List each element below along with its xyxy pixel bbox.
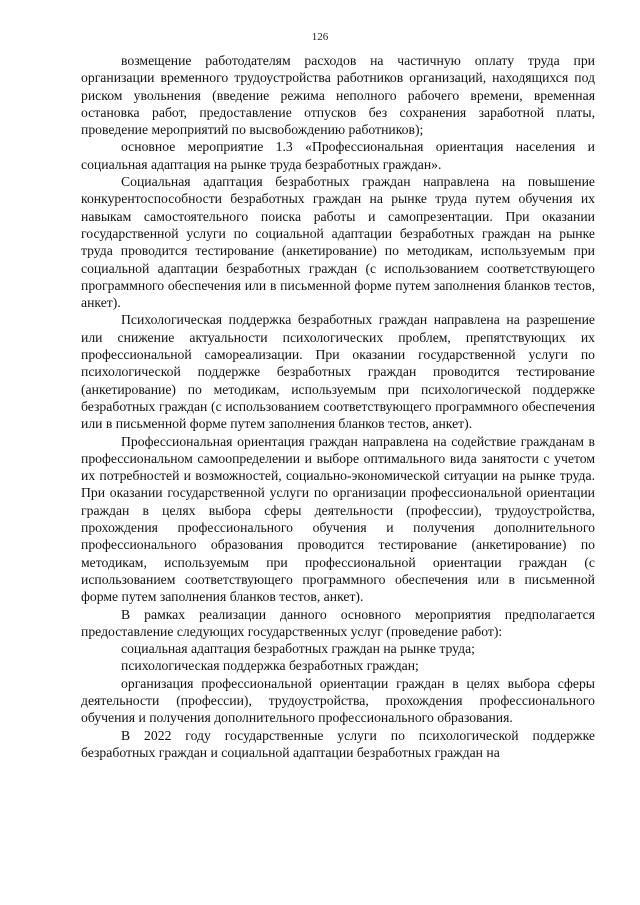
list-item-career-guidance: организация профессиональной ориентации граждан в целях выбора сферы деятельности (профессии), трудоустройства, прохождения профессионального обучения и получения дополнительного профессионального образования. <box>81 675 595 726</box>
document-body <box>81 52 595 761</box>
paragraph-social-adaptation: Социальная адаптация безработных граждан направлена на повышение конкурентоспособности безработных граждан на рынке труда путем обучения их навыкам самостоятельного поиска работы и самопрезентации. При оказании государственной услуги по социальной адаптации безработных граждан на рынке труда проводится тестирование (анкетирование) по методикам, используемым при социальной адаптации безработных граждан (с использованием соответствующего программного обеспечения или в письменной форме путем заполнения бланков тестов, анкет). <box>81 174 595 311</box>
list-item-psychological-support: психологическая поддержка безработных граждан; <box>121 658 419 674</box>
paragraph-psychological-support: Психологическая поддержка безработных граждан направлена на разрешение или снижение актуальности психологических проблем, препятствующих их профессиональной самореализации. При оказании государственной услуги по психологической поддержке безработных граждан проводится тестирование (анкетирование) по методикам, используемым при психологической поддержке безработных граждан (с использованием соответствующего программного обеспечения или в письменной форме путем заполнения бланков тестов, анкет). <box>81 312 595 432</box>
paragraph-2022-services: В 2022 году государственные услуги по психологической поддержке безработных граждан и социальной адаптации безработных граждан на <box>81 727 595 760</box>
paragraph-employer-compensation: возмещение работодателям расходов на частичную оплату труда при организации временного трудоустройства работников организаций, находящихся под риском увольнения (введение режима неполного рабочего времени, временная остановка работ, предоставление отпусков без сохранения заработной платы, проведение мероприятий по высвобождению работников); <box>81 53 595 138</box>
paragraph-services-intro: В рамках реализации данного основного мероприятия предполагается предоставление следующих государственных услуг (проведение работ): <box>81 606 595 639</box>
paragraph-main-activity-1-3: основное мероприятие 1.3 «Профессиональная ориентация населения и социальная адаптация на рынке труда безработных граждан». <box>81 139 595 172</box>
paragraph-career-guidance: Профессиональная ориентация граждан направлена на содействие гражданам в профессиональном самоопределении и выборе оптимального вида занятости с учетом их потребностей и возможностей, социально-экономической ситуации на рынке труда. При оказании государственной услуги по организации профессиональной ориентации граждан в целях выбора сферы деятельности (профессии), трудоустройства, прохождения профессионального обучения и получения дополнительного профессионального образования проводится тестирование (анкетирование) по методикам, используемым при профессиональной ориентации граждан (с использованием соответствующего программного обеспечения или в письменной форме путем заполнения бланков тестов, анкет). <box>81 433 595 605</box>
list-item-social-adaptation: социальная адаптация безработных граждан на рынке труда; <box>121 641 475 657</box>
page-number: 126 <box>311 31 329 43</box>
